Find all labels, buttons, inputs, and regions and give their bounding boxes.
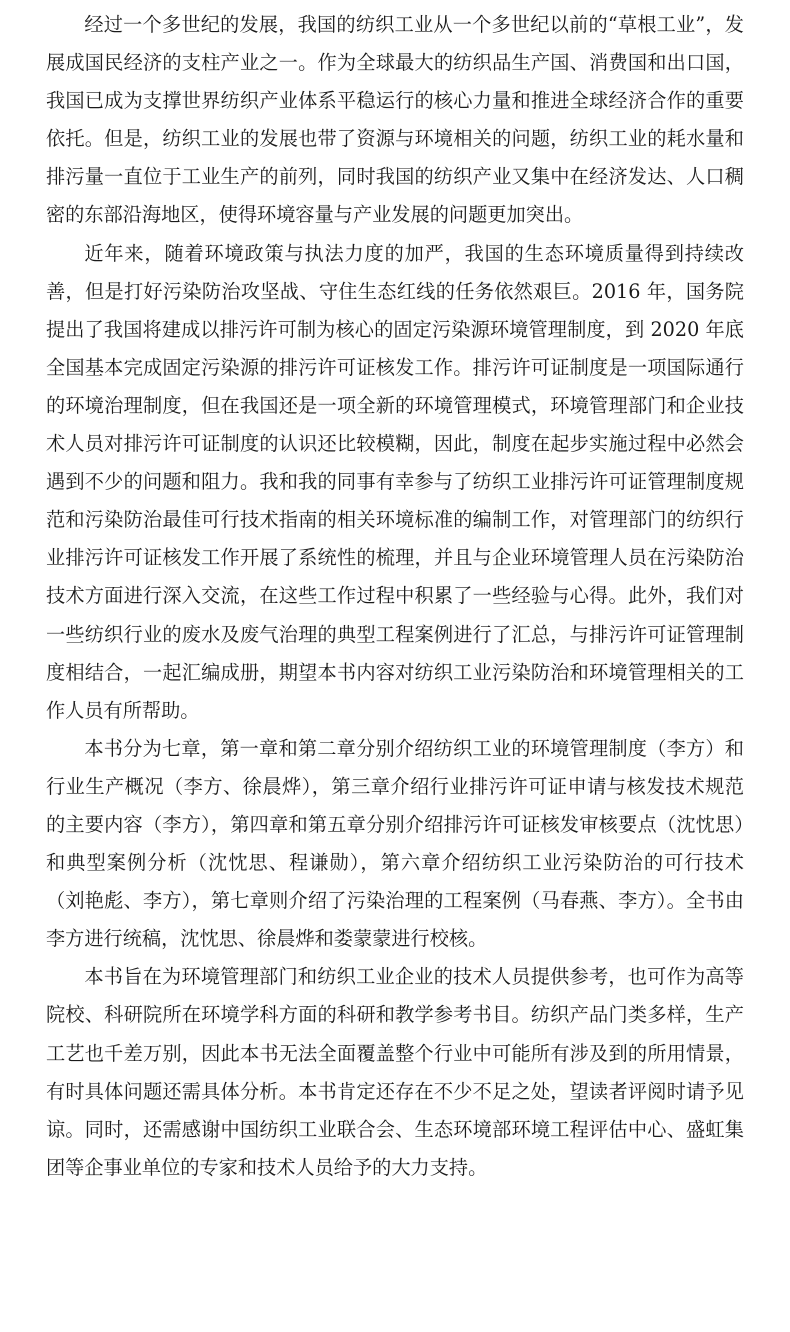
paragraph-discharge-permit-system: 近年来，随着环境政策与执法力度的加严，我国的生态环境质量得到持续改善，但是打好污染防治攻坚战、守住生态红线的任务依然艰巨。2016 年，国务院提出了我国将建成以排污许可制为核心的固定污染源环境管理制度，到 2020 年底全国基本完成固定污染源的排污许可证核发工作。排污许可证制度是一项国际通行的环境治理制度，但在我国还是一项全新的环境管理模式，环境管理部门和企业技术人员对排污许可证制度的认识还比较模糊，因此，制度在起步实施过程中必然会遇到不少的问题和阻力。我和我的同事有幸参与了纺织工业排污许可证管理制度规范和污染防治最佳可行技术指南的相关环境标准的编制工作，对管理部门的纺织行业排污许可证核发工作开展了系统性的梳理，并且与企业环境管理人员在污染防治技术方面进行深入交流，在这些工作过程中积累了一些经验与心得。此外，我们对一些纺织行业的废水及废气治理的典型工程案例进行了汇总，与排污许可证管理制度相结合，一起汇编成册，期望本书内容对纺织工业污染防治和环境管理相关的工作人员有所帮助。 [46, 241, 744, 722]
paragraph-chapter-overview: 本书分为七章，第一章和第二章分别介绍纺织工业的环境管理制度（李方）和行业生产概况（李方、徐晨烨），第三章介绍行业排污许可证申请与核发技术规范的主要内容（李方），第四章和第五章分别介绍排污许可证核发审核要点（沈忱思）和典型案例分析（沈忱思、程谦勋），第六章介绍纺织工业污染防治的可行技术（刘艳彪、李方），第七章则介绍了污染治理的工程案例（马春燕、李方）。全书由李方进行统稿，沈忱思、徐晨烨和娄蒙蒙进行校核。 [46, 736, 744, 951]
paragraph-textile-industry-background: 经过一个多世纪的发展，我国的纺织工业从一个多世纪以前的“草根工业”，发展成国民经济的支柱产业之一。作为全球最大的纺织品生产国、消费国和出口国，我国已成为支撑世界纺织产业体系平稳运行的核心力量和推进全球经济合作的重要依托。但是，纺织工业的发展也带了资源与环境相关的问题，纺织工业的耗水量和排污量一直位于工业生产的前列，同时我国的纺织产业又集中在经济发达、人口稠密的东部沿海地区，使得环境容量与产业发展的问题更加突出。 [46, 13, 744, 227]
paragraph-purpose-and-acknowledgements: 本书旨在为环境管理部门和纺织工业企业的技术人员提供参考，也可作为高等院校、科研院所在环境学科方面的科研和教学参考书目。纺织产品门类多样，生产工艺也千差万别，因此本书无法全面覆盖整个行业中可能所有涉及到的所用情景，有时具体问题还需具体分析。本书肯定还存在不少不足之处，望读者评阅时请予见谅。同时，还需感谢中国纺织工业联合会、生态环境部环境工程评估中心、盛虹集团等企事业单位的专家和技术人员给予的大力支持。 [46, 965, 744, 1179]
